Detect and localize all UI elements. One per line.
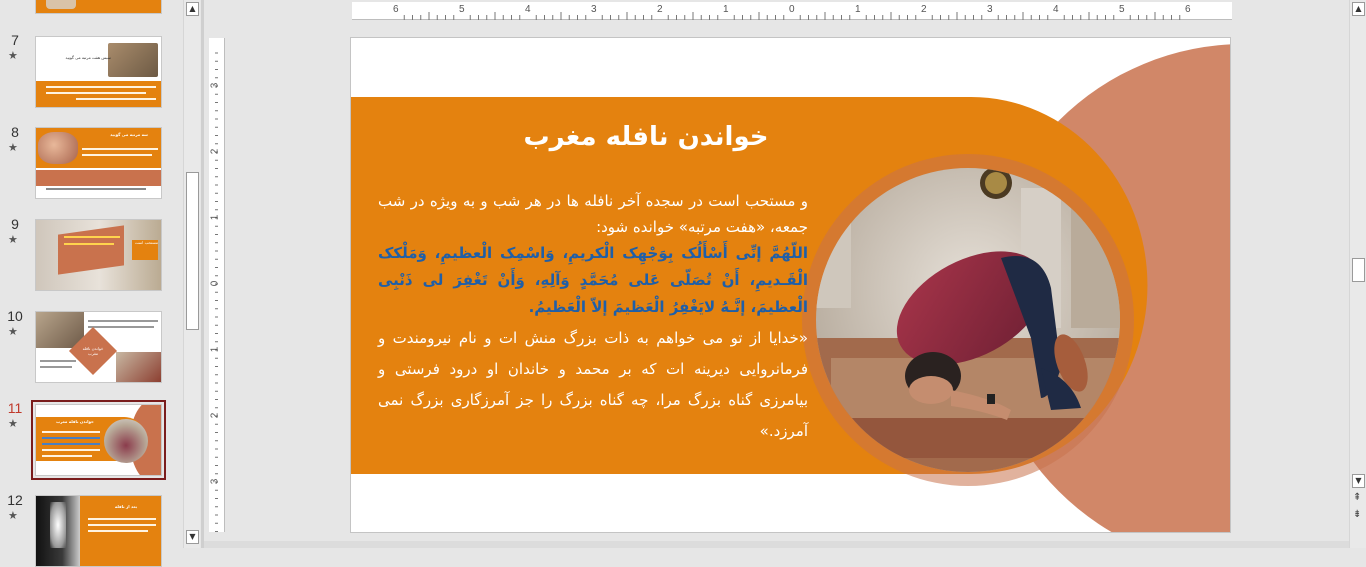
scrollbar-thumb[interactable] [186,172,199,330]
slide-number: 8 [11,124,19,140]
slide-number: 7 [11,32,19,48]
animation-star-icon: ★ [8,141,18,154]
vertical-ruler[interactable] [209,38,225,532]
ruler-label: 2 [657,4,663,15]
thumbnail-title: سه مرتبه می گویید [110,132,148,137]
slide-number: 9 [11,216,19,232]
slide-canvas[interactable] [350,37,1231,533]
scrollbar-thumb[interactable] [1352,258,1365,282]
prayer-arabic-text: اللّهُمَّ إنِّی أَسْأَلُک بِوَجْهِک الْکریمِ، وَاسْمِک الْعظیمِ، وَمَلْکک الْقَـدیمِ، أَنْ تُصَلّی عَلی مُحَمَّدٍ وَآلِهِ، وَأَنْ تَغْفِرَ لی ذَنْبِی الْعظیمَ، إنَّـهُ لایَغْفِرُ الْعَظیمَ إلاّ الْعَظیمُ. [378,244,808,316]
thumbnail-photo [38,132,78,164]
slide-thumbnail-8[interactable] [35,127,162,199]
translation-paragraph: «خدایا از تو می خواهم به ذات بزرگ منش ات و نام نیرومندت و فرمانروایی دیرینه ات که بر محمد و خاندان او درود فرستی و بیامرزی گناه بزرگ مرا، چه گناه بزرگ را جز آمرزگاری بزرگ نمی آمرزد.» [378,329,808,440]
animation-star-icon: ★ [8,49,18,62]
thumbnail-title: خواندن نافله مغرب [56,419,94,424]
ruler-label: 6 [393,4,399,15]
ruler-label: 1 [209,214,221,221]
slide-thumbnail-10[interactable] [35,311,162,383]
slide-number: 11 [7,400,23,416]
animation-star-icon: ★ [8,417,18,430]
thumbnail-photo [104,419,148,463]
ruler-label: 5 [1119,4,1125,15]
thumbnail-scrollbar[interactable] [183,0,200,548]
ruler-label: 2 [209,412,221,419]
slide-thumbnail-12[interactable] [35,495,162,567]
thumbnail-title: بعد از نافله [114,504,138,509]
ruler-label: 2 [921,4,927,15]
editor-scrollbar[interactable] [1349,0,1366,548]
slide-number: 12 [7,492,23,508]
ruler-label: 6 [1185,4,1191,15]
previous-slide-icon[interactable]: ⇞ [1353,492,1362,503]
slide-number: 10 [7,308,23,324]
ruler-label: 3 [209,478,221,485]
horizontal-ruler[interactable] [352,2,1232,20]
ruler-label: 1 [855,4,861,15]
thumbnail-title: خواندن نافله مغرب [82,346,104,356]
animation-star-icon: ★ [8,325,18,338]
ruler-label: 3 [591,4,597,15]
animation-star-icon: ★ [8,233,18,246]
ruler-label: 0 [789,4,795,15]
slide-thumbnail-9[interactable] [35,219,162,291]
editor-bottom-edge [204,541,1349,548]
ruler-label: 5 [459,4,465,15]
scroll-up-arrow-icon[interactable]: ▲ [1352,2,1365,16]
slide-title[interactable]: خواندن نافله مغرب [523,122,769,152]
animation-star-icon: ★ [8,509,18,522]
thumbnail-title: مستحب است [132,240,158,260]
intro-paragraph: و مستحب است در سجده آخر نافله ها در هر شب و به ویژه در شب جمعه، «هفت مرتبه» خوانده شود: [378,192,808,236]
thumbnail-title: سبس هفت مرتبه می گویید [65,55,111,60]
ruler-label: 1 [723,4,729,15]
scroll-down-arrow-icon[interactable]: ▼ [186,530,199,544]
slide-body-text[interactable] [378,188,808,447]
thumbnail-photo [108,43,158,77]
slide-thumbnail-7[interactable] [35,36,162,108]
ruler-label: 3 [209,82,221,89]
next-slide-icon[interactable]: ⇟ [1353,509,1362,520]
slide-thumbnail-11[interactable] [35,404,162,476]
ruler-label: 2 [209,148,221,155]
ruler-label: 4 [525,4,531,15]
ruler-label: 3 [987,4,993,15]
ruler-label: 0 [209,280,221,287]
scroll-up-arrow-icon[interactable]: ▲ [186,2,199,16]
scroll-down-arrow-icon[interactable]: ▼ [1352,474,1365,488]
ruler-label: 1 [209,346,221,353]
slide-thumbnail-6[interactable] [35,0,162,14]
slide-thumbnail-pane [0,0,183,548]
pane-splitter[interactable] [201,0,204,548]
ruler-label: 4 [1053,4,1059,15]
